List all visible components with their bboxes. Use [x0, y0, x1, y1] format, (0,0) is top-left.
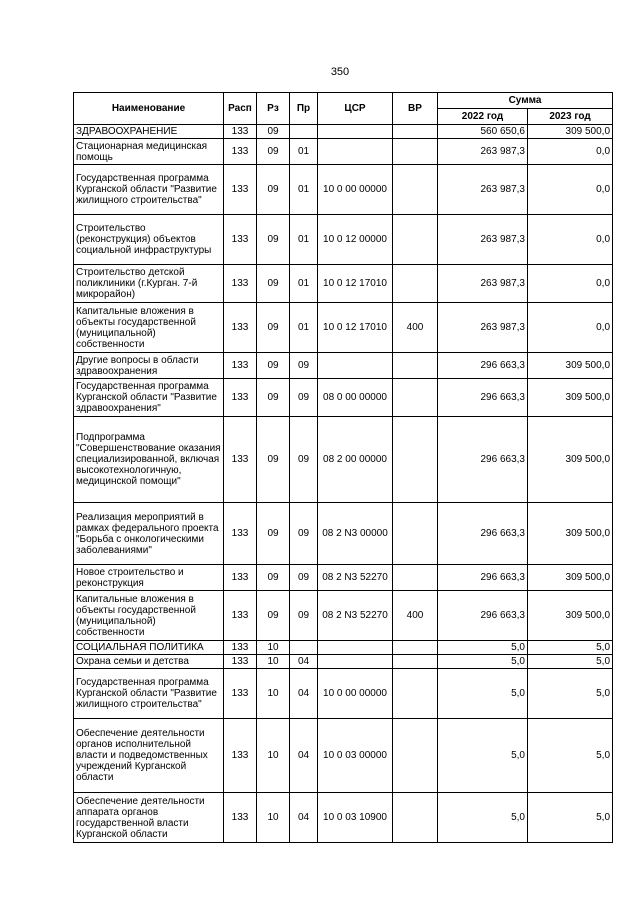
- col-header-rasp: Расп: [224, 93, 257, 125]
- row-name-cell: ЗДРАВООХРАНЕНИЕ: [74, 125, 224, 139]
- row-csr-cell: 10 0 03 10900: [318, 793, 393, 843]
- table-row: [74, 379, 613, 417]
- row-rz-cell: 10: [257, 719, 290, 793]
- row-name-cell: Обеспечение деятельности органов исполнительной власти и подведомственных учреждений Курганской области: [74, 719, 224, 793]
- row-2022-cell: 560 650,6: [438, 125, 528, 139]
- row-csr-cell: 10 0 00 00000: [318, 165, 393, 215]
- row-pr-cell: [290, 125, 318, 139]
- row-2023-cell: 5,0: [528, 719, 613, 793]
- row-2022-cell: 296 663,3: [438, 417, 528, 503]
- row-pr-cell: 04: [290, 655, 318, 669]
- col-header-rz: Рз: [257, 93, 290, 125]
- row-rasp-cell: 133: [224, 793, 257, 843]
- row-rz-cell: 09: [257, 379, 290, 417]
- row-csr-cell: [318, 655, 393, 669]
- row-rasp-cell: 133: [224, 379, 257, 417]
- col-header-sum: Сумма: [438, 93, 613, 109]
- row-rz-cell: 09: [257, 125, 290, 139]
- row-rz-cell: 10: [257, 655, 290, 669]
- row-rasp-cell: 133: [224, 303, 257, 353]
- row-2022-cell: 263 987,3: [438, 265, 528, 303]
- row-vr-cell: [393, 565, 438, 591]
- row-2023-cell: 0,0: [528, 303, 613, 353]
- row-rasp-cell: 133: [224, 353, 257, 379]
- row-csr-cell: 08 2 N3 52270: [318, 591, 393, 641]
- table-row: [74, 669, 613, 719]
- row-rasp-cell: 133: [224, 165, 257, 215]
- row-2023-cell: 5,0: [528, 669, 613, 719]
- table-row: [74, 265, 613, 303]
- row-pr-cell: 01: [290, 265, 318, 303]
- row-rz-cell: 09: [257, 417, 290, 503]
- table-row: [74, 641, 613, 655]
- row-2023-cell: 0,0: [528, 165, 613, 215]
- row-rasp-cell: 133: [224, 655, 257, 669]
- row-name-cell: Новое строительство и реконструкция: [74, 565, 224, 591]
- row-csr-cell: 10 0 03 00000: [318, 719, 393, 793]
- row-rz-cell: 09: [257, 353, 290, 379]
- row-2022-cell: 296 663,3: [438, 353, 528, 379]
- row-name-cell: Государственная программа Курганской области "Развитие жилищного строительства": [74, 669, 224, 719]
- row-2023-cell: 0,0: [528, 215, 613, 265]
- row-pr-cell: 01: [290, 139, 318, 165]
- row-vr-cell: [393, 139, 438, 165]
- row-csr-cell: [318, 641, 393, 655]
- table-row: [74, 719, 613, 793]
- row-rasp-cell: 133: [224, 719, 257, 793]
- row-rasp-cell: 133: [224, 669, 257, 719]
- row-2023-cell: 309 500,0: [528, 565, 613, 591]
- row-vr-cell: [393, 641, 438, 655]
- row-2022-cell: 263 987,3: [438, 139, 528, 165]
- row-vr-cell: [393, 793, 438, 843]
- row-vr-cell: [393, 379, 438, 417]
- row-2022-cell: 296 663,3: [438, 591, 528, 641]
- table-row: [74, 353, 613, 379]
- table-row: [74, 655, 613, 669]
- row-pr-cell: 09: [290, 565, 318, 591]
- row-name-cell: СОЦИАЛЬНАЯ ПОЛИТИКА: [74, 641, 224, 655]
- row-rasp-cell: 133: [224, 265, 257, 303]
- row-2022-cell: 263 987,3: [438, 165, 528, 215]
- row-2023-cell: 309 500,0: [528, 503, 613, 565]
- row-pr-cell: 09: [290, 379, 318, 417]
- table-row: [74, 165, 613, 215]
- row-2022-cell: 296 663,3: [438, 565, 528, 591]
- row-2023-cell: 309 500,0: [528, 353, 613, 379]
- row-csr-cell: 08 0 00 00000: [318, 379, 393, 417]
- table-row: [74, 125, 613, 139]
- row-name-cell: Капитальные вложения в объекты государственной (муниципальной) собственности: [74, 303, 224, 353]
- row-pr-cell: 04: [290, 719, 318, 793]
- row-2022-cell: 5,0: [438, 641, 528, 655]
- row-csr-cell: 08 2 N3 52270: [318, 565, 393, 591]
- row-rz-cell: 09: [257, 215, 290, 265]
- row-vr-cell: [393, 669, 438, 719]
- row-rz-cell: 10: [257, 793, 290, 843]
- row-csr-cell: 10 0 12 17010: [318, 265, 393, 303]
- row-name-cell: Государственная программа Курганской области "Развитие здравоохранения": [74, 379, 224, 417]
- row-rz-cell: 09: [257, 165, 290, 215]
- table-body: [74, 125, 613, 843]
- row-csr-cell: 10 0 00 00000: [318, 669, 393, 719]
- row-2022-cell: 5,0: [438, 669, 528, 719]
- row-pr-cell: 01: [290, 165, 318, 215]
- row-pr-cell: 09: [290, 353, 318, 379]
- row-rasp-cell: 133: [224, 591, 257, 641]
- row-csr-cell: 08 2 N3 00000: [318, 503, 393, 565]
- row-rz-cell: 09: [257, 303, 290, 353]
- row-2022-cell: 263 987,3: [438, 303, 528, 353]
- row-name-cell: Охрана семьи и детства: [74, 655, 224, 669]
- row-rz-cell: 09: [257, 503, 290, 565]
- row-rasp-cell: 133: [224, 417, 257, 503]
- row-vr-cell: [393, 265, 438, 303]
- table-row: [74, 139, 613, 165]
- row-name-cell: Реализация мероприятий в рамках федерального проекта "Борьба с онкологическими заболеваниями": [74, 503, 224, 565]
- row-pr-cell: 09: [290, 591, 318, 641]
- row-rasp-cell: 133: [224, 503, 257, 565]
- row-2023-cell: 5,0: [528, 793, 613, 843]
- row-pr-cell: 04: [290, 669, 318, 719]
- row-name-cell: Государственная программа Курганской области "Развитие жилищного строительства": [74, 165, 224, 215]
- row-rz-cell: 10: [257, 669, 290, 719]
- col-header-csr: ЦСР: [318, 93, 393, 125]
- row-csr-cell: 10 0 12 00000: [318, 215, 393, 265]
- row-2023-cell: 309 500,0: [528, 125, 613, 139]
- row-rasp-cell: 133: [224, 215, 257, 265]
- table-row: [74, 215, 613, 265]
- table-row: [74, 591, 613, 641]
- row-csr-cell: 10 0 12 17010: [318, 303, 393, 353]
- row-csr-cell: [318, 139, 393, 165]
- row-csr-cell: 08 2 00 00000: [318, 417, 393, 503]
- row-rz-cell: 09: [257, 265, 290, 303]
- col-header-2022: 2022 год: [438, 109, 528, 125]
- row-2022-cell: 5,0: [438, 719, 528, 793]
- row-2023-cell: 0,0: [528, 139, 613, 165]
- row-2023-cell: 309 500,0: [528, 591, 613, 641]
- row-vr-cell: [393, 215, 438, 265]
- row-vr-cell: [393, 125, 438, 139]
- row-rasp-cell: 133: [224, 641, 257, 655]
- table-row: [74, 303, 613, 353]
- row-vr-cell: [393, 719, 438, 793]
- row-rz-cell: 09: [257, 139, 290, 165]
- row-vr-cell: [393, 165, 438, 215]
- row-pr-cell: 09: [290, 503, 318, 565]
- row-2023-cell: 309 500,0: [528, 379, 613, 417]
- row-2023-cell: 5,0: [528, 641, 613, 655]
- row-2022-cell: 296 663,3: [438, 503, 528, 565]
- row-rz-cell: 10: [257, 641, 290, 655]
- row-vr-cell: [393, 417, 438, 503]
- row-pr-cell: 09: [290, 417, 318, 503]
- row-2022-cell: 263 987,3: [438, 215, 528, 265]
- row-2022-cell: 296 663,3: [438, 379, 528, 417]
- row-vr-cell: [393, 503, 438, 565]
- row-name-cell: Капитальные вложения в объекты государственной (муниципальной) собственности: [74, 591, 224, 641]
- row-name-cell: Подпрограмма "Совершенствование оказания специализированной, включая высокотехнологичную, медицинской помощи": [74, 417, 224, 503]
- col-header-vr: ВР: [393, 93, 438, 125]
- col-header-2023: 2023 год: [528, 109, 613, 125]
- row-rasp-cell: 133: [224, 139, 257, 165]
- budget-table: [73, 92, 613, 843]
- table-row: [74, 565, 613, 591]
- row-vr-cell: 400: [393, 303, 438, 353]
- row-pr-cell: [290, 641, 318, 655]
- row-2023-cell: 309 500,0: [528, 417, 613, 503]
- row-2022-cell: 5,0: [438, 655, 528, 669]
- table-row: [74, 417, 613, 503]
- page-number: 350: [330, 66, 350, 78]
- row-rasp-cell: 133: [224, 565, 257, 591]
- row-csr-cell: [318, 125, 393, 139]
- row-name-cell: Строительство детской поликлиники (г.Курган. 7-й микрорайон): [74, 265, 224, 303]
- row-2022-cell: 5,0: [438, 793, 528, 843]
- row-name-cell: Другие вопросы в области здравоохранения: [74, 353, 224, 379]
- table-row: [74, 503, 613, 565]
- row-pr-cell: 01: [290, 303, 318, 353]
- row-vr-cell: [393, 353, 438, 379]
- row-rz-cell: 09: [257, 591, 290, 641]
- col-header-name: Наименование: [74, 93, 224, 125]
- row-vr-cell: 400: [393, 591, 438, 641]
- table-row: [74, 793, 613, 843]
- row-2023-cell: 5,0: [528, 655, 613, 669]
- row-rasp-cell: 133: [224, 125, 257, 139]
- row-name-cell: Обеспечение деятельности аппарата органов государственной власти Курганской области: [74, 793, 224, 843]
- row-rz-cell: 09: [257, 565, 290, 591]
- row-2023-cell: 0,0: [528, 265, 613, 303]
- row-name-cell: Стационарная медицинская помощь: [74, 139, 224, 165]
- row-name-cell: Строительство (реконструкция) объектов социальной инфраструктуры: [74, 215, 224, 265]
- row-csr-cell: [318, 353, 393, 379]
- row-pr-cell: 04: [290, 793, 318, 843]
- row-pr-cell: 01: [290, 215, 318, 265]
- row-vr-cell: [393, 655, 438, 669]
- col-header-pr: Пр: [290, 93, 318, 125]
